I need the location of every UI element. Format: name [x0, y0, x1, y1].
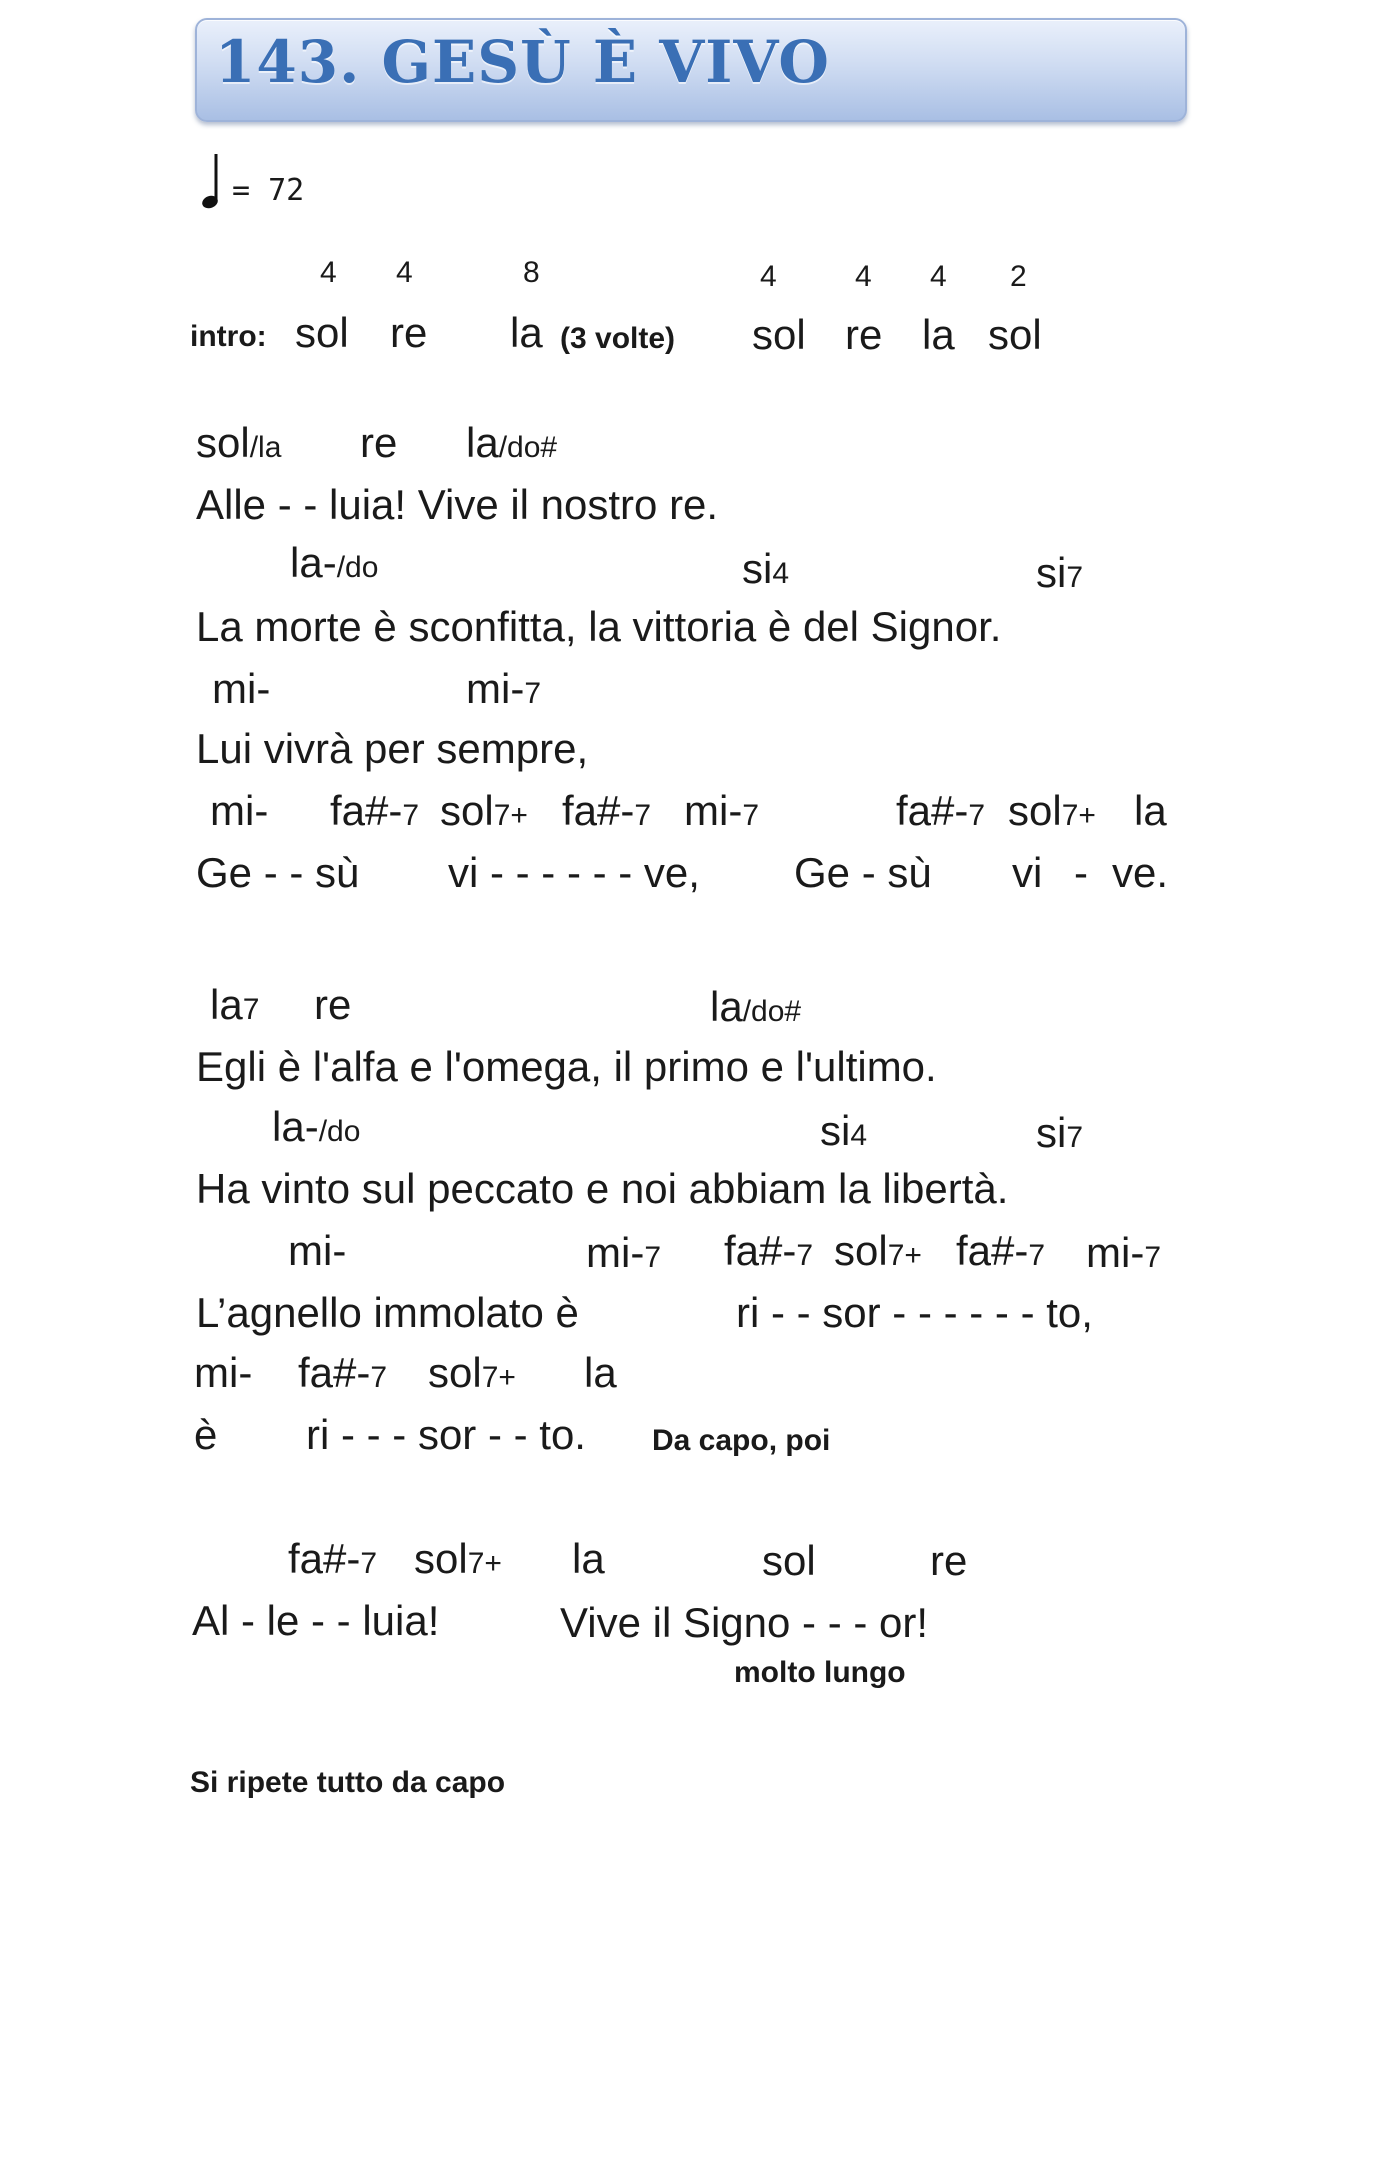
- chord: la/do#: [710, 983, 802, 1030]
- da-capo-note: Da capo, poi: [652, 1424, 831, 1457]
- chord: sol7+: [414, 1535, 502, 1582]
- chord: re: [314, 981, 352, 1028]
- lyric-segment: -: [1074, 849, 1088, 896]
- chord: sol7+: [834, 1227, 922, 1274]
- tempo-marking: [200, 150, 304, 210]
- chord: mi-: [194, 1349, 253, 1396]
- lyric-line: Alle - - luia! Vive il nostro re.: [196, 481, 719, 528]
- chord: mi-: [288, 1227, 347, 1274]
- intro-chord: sol: [295, 309, 349, 356]
- chord: mi-7: [1086, 1229, 1161, 1276]
- chord: fa#-7: [288, 1535, 378, 1582]
- chord: sol7+: [440, 787, 528, 834]
- chord: si7: [1036, 549, 1084, 596]
- chord: la: [1134, 787, 1167, 834]
- footer-note: Si ripete tutto da capo: [190, 1766, 506, 1799]
- lyric-segment: Ge - sù: [794, 849, 932, 896]
- chord: fa#-7: [724, 1227, 814, 1274]
- lyric-line: Lui vivrà per sempre,: [196, 725, 589, 772]
- intro-chord: la: [510, 309, 543, 356]
- chord: sol7+: [428, 1349, 516, 1396]
- lyric-segment: vi - - - - - - ve,: [448, 849, 700, 896]
- lyric-segment: Vive il Signo - - - or!: [560, 1599, 929, 1646]
- lyric-segment: vi: [1012, 849, 1043, 896]
- intro-beat: 4: [320, 256, 337, 289]
- chord: si7: [1036, 1109, 1084, 1156]
- intro-chord: re: [845, 311, 883, 358]
- chord: la-/do: [290, 539, 379, 586]
- chord: la: [584, 1349, 617, 1396]
- chord: la-/do: [272, 1103, 361, 1150]
- chord: si4: [820, 1107, 868, 1154]
- chord: sol7+: [1008, 787, 1096, 834]
- chord: si4: [742, 545, 790, 592]
- lyric-segment: Ge - - sù: [196, 849, 360, 896]
- intro-beat: 8: [523, 256, 540, 289]
- quarter-note-icon: [200, 152, 222, 210]
- chord: la: [572, 1535, 605, 1582]
- lyric-line: Ha vinto sul peccato e noi abbiam la libertà.: [196, 1165, 1009, 1212]
- intro-beat: 4: [760, 260, 777, 293]
- lyric-segment: ri - - sor - - - - - - to,: [736, 1289, 1093, 1336]
- chord: sol/la: [196, 419, 282, 466]
- lyric-segment: ri - - - sor - - to.: [306, 1411, 586, 1458]
- chord: la/do#: [466, 419, 558, 466]
- lyric-segment: ve.: [1112, 849, 1169, 896]
- chord: fa#-7: [562, 787, 652, 834]
- intro-chord: sol: [988, 311, 1042, 358]
- chord: mi-7: [586, 1229, 661, 1276]
- title-banner: [195, 18, 1187, 122]
- chord: mi-: [212, 665, 271, 712]
- intro-chord: la: [922, 311, 955, 358]
- chord: fa#-7: [298, 1349, 388, 1396]
- chord: mi-7: [466, 665, 541, 712]
- lyric-line: La morte è sconfitta, la vittoria è del Signor.: [196, 603, 1002, 650]
- intro-beat: 4: [855, 260, 872, 293]
- chord: fa#-7: [956, 1227, 1046, 1274]
- chord: re: [930, 1537, 968, 1584]
- intro-repeat-note: (3 volte): [560, 322, 676, 355]
- lyric-segment: è: [194, 1411, 218, 1458]
- lyric-segment: L’agnello immolato è: [196, 1289, 579, 1336]
- intro-beat: 4: [396, 256, 413, 289]
- intro-chord: sol: [752, 311, 806, 358]
- chord: sol: [762, 1537, 816, 1584]
- tempo-value: = 72: [232, 173, 305, 208]
- intro-beat: 4: [930, 260, 947, 293]
- chord: fa#-7: [330, 787, 420, 834]
- intro-chord: re: [390, 309, 428, 356]
- chord: re: [360, 419, 398, 466]
- lyric-line: Egli è l'alfa e l'omega, il primo e l'ultimo.: [196, 1043, 937, 1090]
- molto-lungo-note: molto lungo: [734, 1656, 906, 1689]
- chord: fa#-7: [896, 787, 986, 834]
- chord: mi-: [210, 787, 269, 834]
- intro-beat: 2: [1010, 260, 1027, 293]
- chord: mi-7: [684, 787, 759, 834]
- chord: la7: [210, 981, 260, 1028]
- lyric-segment: Al - le - - luia!: [192, 1597, 440, 1644]
- intro-label: intro:: [190, 320, 267, 353]
- song-title: 143. GESÙ È VIVO: [215, 28, 830, 96]
